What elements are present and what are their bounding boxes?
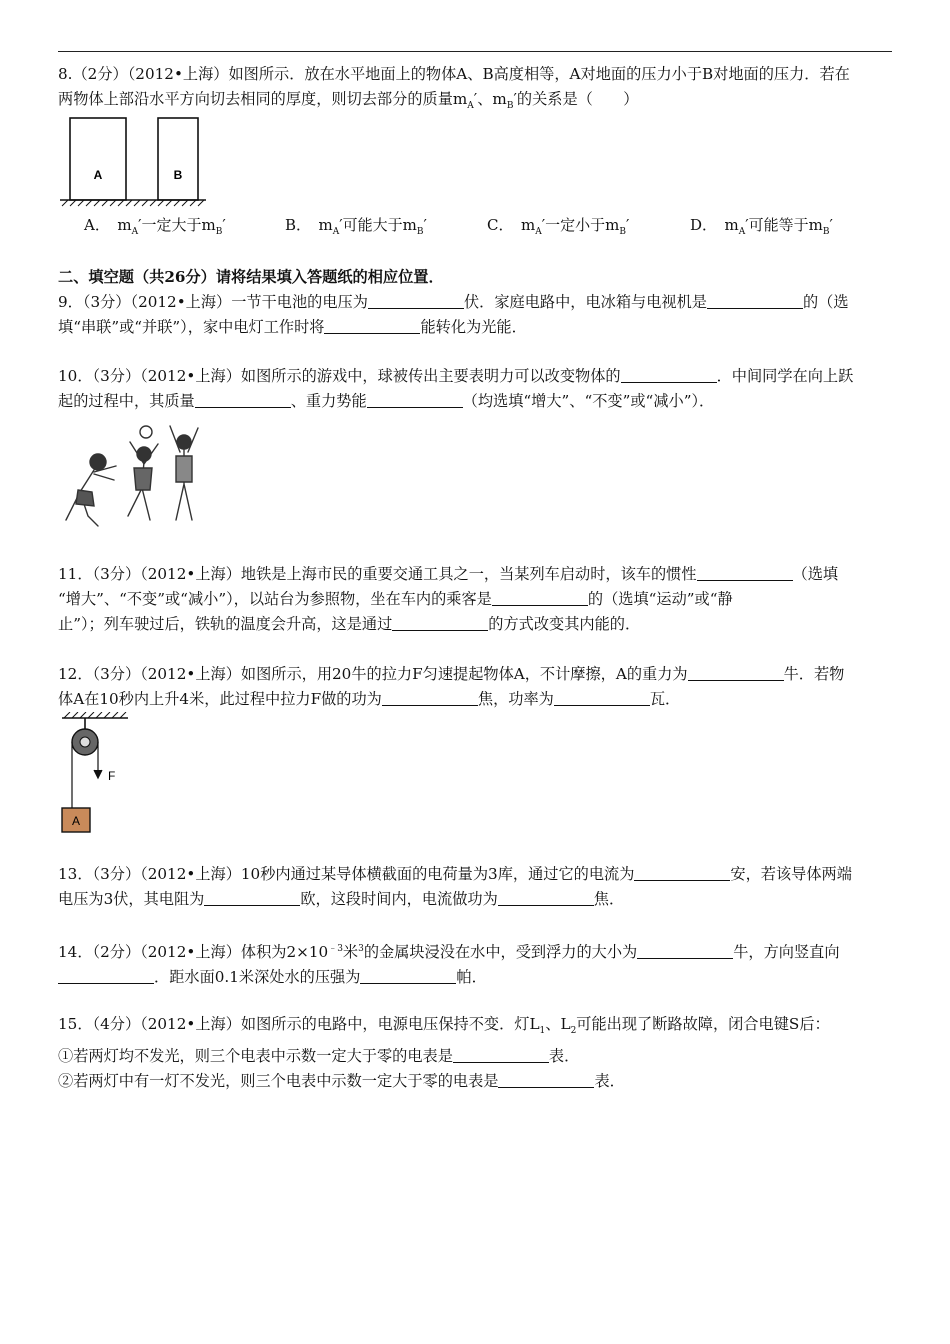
q8-sub-b: B: [506, 101, 514, 112]
q10-blank-3[interactable]: [367, 393, 463, 408]
block-b-label: B: [173, 168, 183, 182]
section-heading: 二、填空题（共26分）请将结果填入答题纸的相应位置．: [58, 268, 444, 286]
q9-blank-1[interactable]: [368, 294, 464, 309]
ceiling-hatch: [64, 712, 126, 718]
question-8: [58, 62, 894, 119]
q11-line2: “增大”、“不变”或“减小”），以站台为参照物，坐在车内的乘客是 的（选填“运动”或“静: [58, 590, 733, 608]
q11-blank-3[interactable]: [392, 616, 488, 631]
q11-blank-2[interactable]: [492, 591, 588, 606]
pulley-axle: [80, 737, 90, 747]
q8-sub-a: A: [467, 101, 474, 112]
q8-line2-text: 两物体上部沿水平方向切去相同的厚度，则切去部分的质量m: [58, 90, 468, 108]
child-middle-head: [137, 447, 151, 461]
q9-blank-2[interactable]: [707, 294, 803, 309]
question-15: [58, 1012, 894, 1094]
ground-hatch: [62, 200, 204, 206]
q13-line1: 13．（3分）（2012•上海）10秒内通过某导体横截面的电荷量为3库，通过它的电流为 安，若该导体两端: [58, 865, 852, 883]
q10-blank-2[interactable]: [195, 393, 291, 408]
q14-blank-2[interactable]: [58, 969, 154, 984]
child-left-head: [90, 454, 106, 470]
q14-line1: 14．（2分）（2012•上海）体积为$2\times 10^{﹣3}$米$^3$的金属块浸没在水中，受到浮力的大小为 牛，方向竖直向: [58, 943, 840, 962]
top-rule: [58, 51, 892, 52]
q14-line2: ．距水面0.1米深处水的压强为 帕．: [58, 965, 894, 990]
choice-b[interactable]: B． $m_A'$可能大于$m_B'$: [285, 216, 427, 237]
question-14: [58, 937, 894, 990]
q8-line1: 8.（2分）（2012•上海）如图所示．放在水平地面上的物体A、B高度相等，A对地面的压力小于B对地面的压力．若在: [58, 65, 850, 83]
q15-line2: ①若两灯均不发光，则三个电表中示数一定大于零的电表是 表．: [58, 1047, 580, 1066]
child-middle-clothes: [134, 468, 152, 490]
choice-d[interactable]: D． $m_A'$可能等于$m_B'$: [690, 216, 833, 237]
ball-game-figure: [58, 420, 208, 532]
blocks-figure: [58, 114, 208, 212]
q15-blank-2[interactable]: [498, 1073, 594, 1088]
q12-blank-3[interactable]: [554, 691, 650, 706]
block-a: [70, 118, 126, 200]
q11-line3: 止”）；列车驶过后，铁轨的温度会升高，这是通过 的方式改变其内能的．: [58, 615, 641, 633]
q12-blank-2[interactable]: [382, 691, 478, 706]
block-a-label: A: [71, 814, 81, 828]
q10-line1: 10．（3分）（2012•上海）如图所示的游戏中，球被传出主要表明力可以改变物体的 ．中间同学在向上跃: [58, 367, 854, 385]
q8-line2-end: ′的关系是（ ）: [513, 90, 639, 108]
q13-blank-2[interactable]: [204, 891, 300, 906]
q12-blank-1[interactable]: [688, 666, 784, 681]
q11-line1: 11．（3分）（2012•上海）地铁是上海市民的重要交通工具之一，当某列车启动时，该车的惯性 （选填: [58, 565, 839, 583]
force-label: F: [108, 769, 116, 783]
question-10: [58, 364, 894, 414]
q10-line2: 起的过程中，其质量 、重力势能 （均选填“增大”、“不变”或“减小”）．: [58, 392, 715, 410]
q9-line1: 9．（3分）（2012•上海）一节干电池的电压为 伏．家庭电路中，电冰箱与电视机是 的（选: [58, 293, 849, 311]
q11-blank-1[interactable]: [697, 566, 793, 581]
q9-blank-3[interactable]: [324, 319, 420, 334]
q15-line3: ②若两灯中有一灯不发光，则三个电表中示数一定大于零的电表是 表．: [58, 1072, 625, 1091]
question-11: [58, 562, 894, 637]
q9-line2: 填“串联”或“并联”），家中电灯工作时将 能转化为光能．: [58, 318, 527, 336]
child-left-clothes: [76, 490, 94, 506]
q13-blank-1[interactable]: [634, 866, 730, 881]
pulley-figure: [58, 712, 138, 840]
q15-blank-1[interactable]: [453, 1048, 549, 1063]
question-9: [58, 290, 894, 340]
ball: [140, 426, 152, 438]
child-right-head: [177, 435, 191, 449]
force-arrow: [94, 770, 102, 778]
q13-blank-3[interactable]: [498, 891, 594, 906]
q8-line2-mid: ′、m: [473, 90, 507, 108]
q14-blank-1[interactable]: [637, 944, 733, 959]
block-a-label: A: [93, 168, 103, 182]
child-right-clothes: [176, 456, 192, 482]
q10-blank-1[interactable]: [621, 368, 717, 383]
q12-line1: 12．（3分）（2012•上海）如图所示，用20牛的拉力F匀速提起物体A，不计摩擦，A的重力为 牛．若物: [58, 665, 845, 683]
q12-line2: 体A在10秒内上升4米，此过程中拉力F做的功为 焦，功率为 瓦．: [58, 690, 681, 708]
q13-line2: 电压为3伏，其电阻为 欧，这段时间内，电流做功为 焦．: [58, 890, 625, 908]
q14-blank-3[interactable]: [360, 969, 456, 984]
question-13: [58, 862, 894, 912]
choice-c[interactable]: C． $m_A'$一定小于$m_B'$: [487, 216, 630, 237]
choice-a[interactable]: A． $m_A'$一定大于$m_B'$: [84, 216, 226, 237]
question-12: [58, 662, 894, 712]
block-b: [158, 118, 198, 200]
q15-line1: 15．（4分）（2012•上海）如图所示的电路中，电源电压保持不变．灯$L_1$、$L_2$可能出现了断路故障，闭合电键S后：: [58, 1015, 830, 1037]
